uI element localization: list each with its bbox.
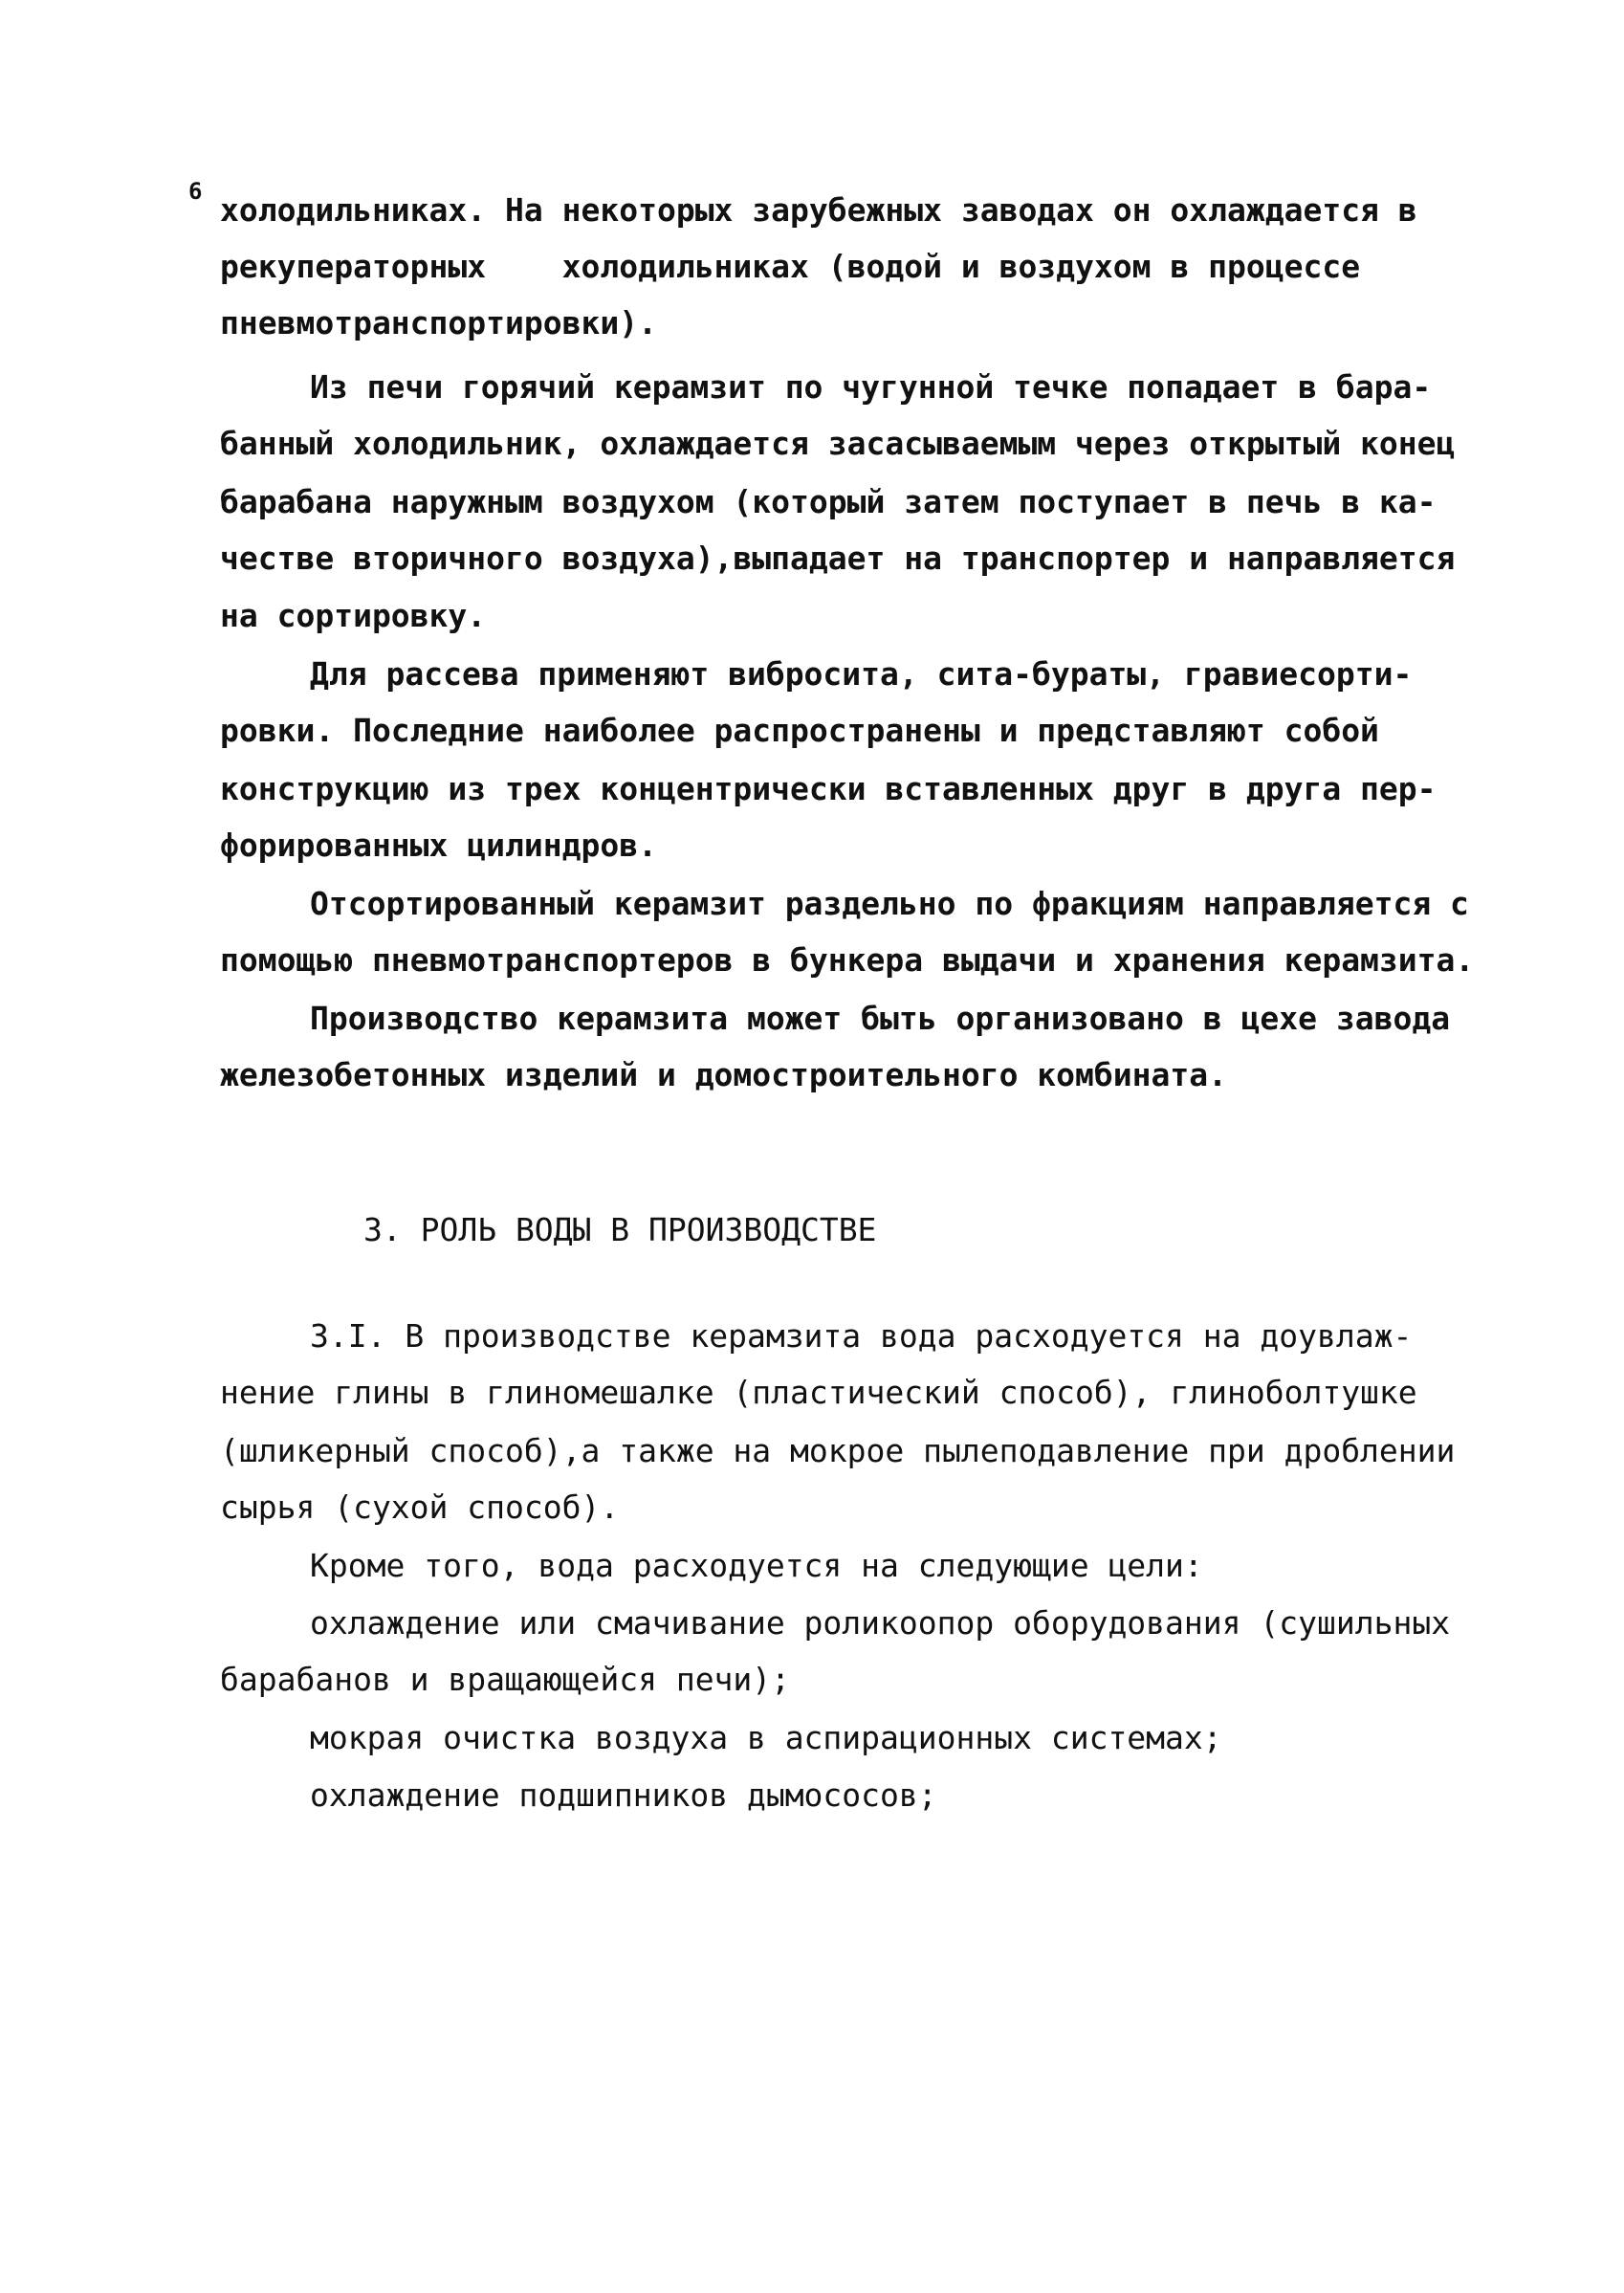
- text-line: сырья (сухой способ).: [220, 1488, 620, 1526]
- text-line: мокрая очистка воздуха в аспирационных системах;: [310, 1719, 1222, 1756]
- text-line: железобетонных изделий и домостроительного комбината.: [220, 1056, 1227, 1093]
- text-line: форированных цилиндров.: [220, 827, 657, 864]
- text-line: Для рассева применяют вибросита, сита-бураты, гравиесорти-: [310, 655, 1413, 693]
- text-line: Кроме того, вода расходуется на следующие цели:: [310, 1547, 1203, 1584]
- text-line: Отсортированный керамзит раздельно по фракциям направляется с: [310, 885, 1469, 922]
- text-line: Из печи горячий керамзит по чугунной течке попадает в бара-: [310, 368, 1432, 406]
- text-line: пневмотранспортировки).: [220, 304, 657, 342]
- text-line: банный холодильник, охлаждается засасываемым через открытый конец: [220, 425, 1456, 462]
- text-line: барабана наружным воздухом (который затем поступает в печь в ка-: [220, 483, 1437, 520]
- text-line: холодильниках. На некоторых зарубежных заводах он охлаждается в: [220, 191, 1417, 229]
- text-line: ровки. Последние наиболее распространены и представляют собой: [220, 712, 1379, 749]
- text-line: охлаждение или смачивание роликоопор оборудования (сушильных: [310, 1604, 1451, 1642]
- text-line: нение глины в глиномешалке (пластический способ), глиноболтушке: [220, 1374, 1417, 1411]
- text-line: помощью пневмотранспортеров в бункера выдачи и хранения керамзита.: [220, 941, 1475, 979]
- text-line: Производство керамзита может быть организовано в цехе завода: [310, 1000, 1451, 1037]
- text-line: рекуператорных холодильниках (водой и воздухом в процессе: [220, 248, 1361, 285]
- text-line: охлаждение подшипников дымососов;: [310, 1776, 937, 1814]
- section-heading: 3. РОЛЬ ВОДЫ В ПРОИЗВОДСТВЕ: [363, 1211, 877, 1248]
- text-line: конструкцию из трех концентрически вставленных друг в друга пер-: [220, 770, 1437, 807]
- text-line: барабанов и вращающейся печи);: [220, 1661, 791, 1698]
- page-number: 6: [188, 178, 203, 205]
- text-line: 3.I. В производстве керамзита вода расходуется на доувлаж-: [310, 1317, 1413, 1355]
- text-line: на сортировку.: [220, 597, 487, 634]
- text-line: честве вторичного воздуха),выпадает на транспортер и направляется: [220, 540, 1456, 577]
- text-line: (шликерный способ),а также на мокрое пылеподавление при дроблении: [220, 1432, 1456, 1469]
